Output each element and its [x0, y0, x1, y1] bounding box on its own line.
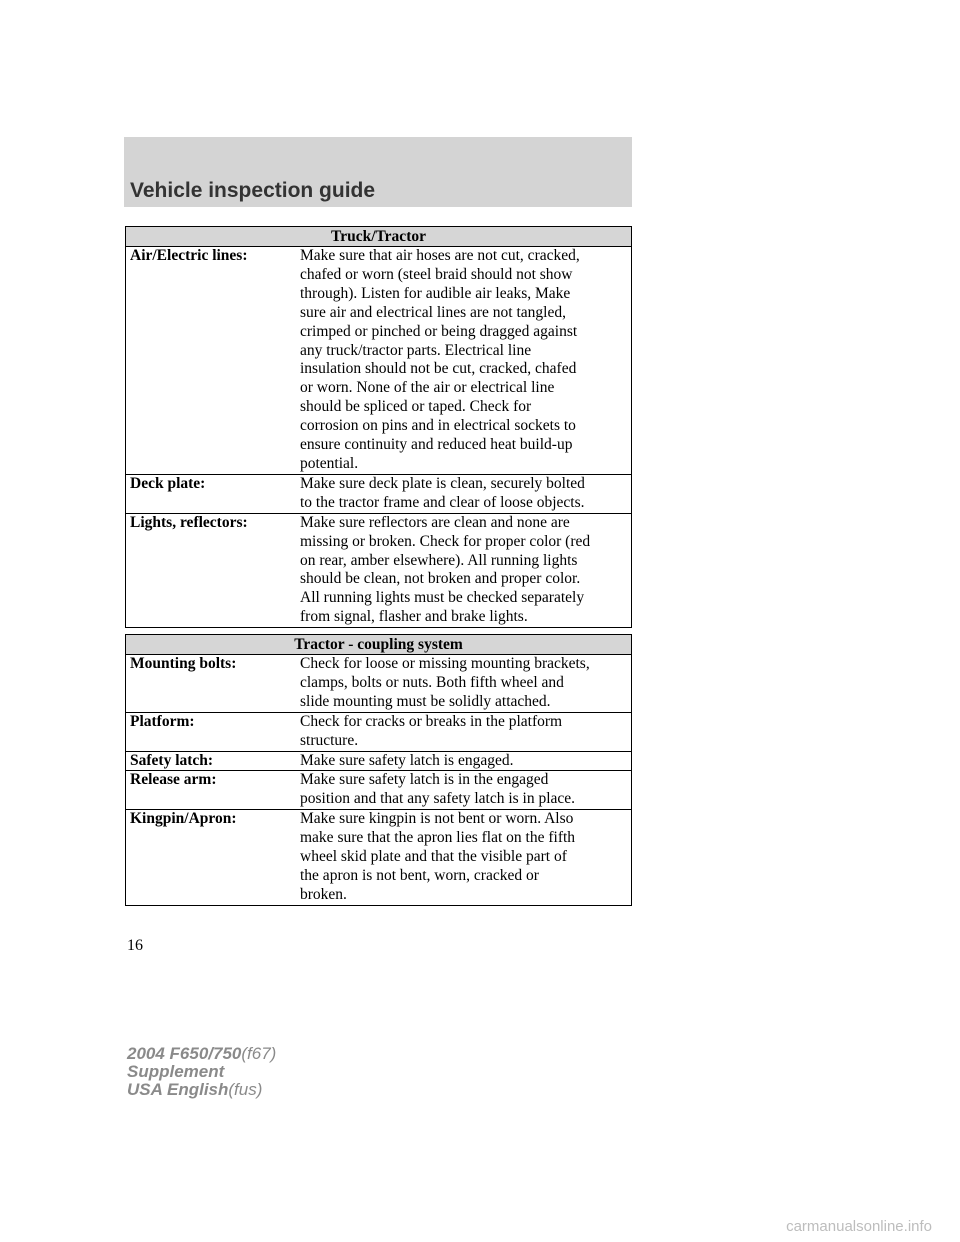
footer-line-language — [127, 1081, 276, 1099]
desc-line: ensure continuity and reduced heat build-up — [300, 436, 573, 454]
row-description — [292, 810, 632, 906]
desc-line: clamps, bolts or nuts. Both fifth wheel and — [300, 673, 564, 691]
truck-tractor-table — [125, 226, 632, 628]
desc-line: sure air and electrical lines are not tangled, — [300, 303, 566, 321]
table-row — [126, 771, 632, 810]
row-label: Air/Electric lines: — [126, 247, 293, 475]
footer-language: USA English — [127, 1080, 229, 1099]
table-row — [126, 474, 632, 513]
footer-model-code: (f67) — [241, 1044, 277, 1063]
table-row — [126, 712, 632, 751]
row-label: Mounting bolts: — [126, 655, 293, 713]
section-title: Vehicle inspection guide — [130, 179, 376, 202]
table-row — [126, 247, 632, 475]
desc-line: any truck/tractor parts. Electrical line — [300, 341, 532, 359]
table-header-row — [126, 635, 632, 655]
row-description — [292, 474, 632, 513]
row-label: Platform: — [126, 712, 293, 751]
desc-line: Make sure deck plate is clean, securely bolted — [300, 474, 585, 492]
desc-line: Check for cracks or breaks in the platform — [300, 712, 563, 730]
desc-line: to the tractor frame and clear of loose objects. — [300, 493, 585, 511]
desc-line: should be spliced or taped. Check for — [300, 398, 532, 416]
row-description — [292, 712, 632, 751]
coupling-system-table — [125, 634, 632, 906]
desc-line: Make sure safety latch is engaged. — [300, 751, 514, 769]
desc-line: structure. — [300, 731, 359, 749]
desc-line: Check for loose or missing mounting brackets, — [300, 655, 590, 672]
table-row — [126, 655, 632, 713]
table-title: Tractor - coupling system — [126, 635, 632, 655]
document-footer — [127, 1045, 276, 1099]
row-description — [292, 655, 632, 713]
desc-line: Make sure kingpin is not bent or worn. Also — [300, 810, 574, 828]
row-label: Kingpin/Apron: — [126, 810, 293, 906]
desc-line: should be clean, not broken and proper color. — [300, 570, 581, 588]
section-header — [124, 137, 632, 207]
table-row — [126, 751, 632, 771]
row-description — [292, 247, 632, 475]
footer-model: 2004 F650/750 — [127, 1044, 242, 1063]
footer-supplement: Supplement — [127, 1062, 225, 1081]
watermark: carmanualsonline.info — [786, 1218, 932, 1235]
row-description — [292, 751, 632, 771]
row-label: Safety latch: — [126, 751, 293, 771]
desc-line: broken. — [300, 885, 347, 903]
desc-line: through). Listen for audible air leaks, Make — [300, 284, 571, 302]
desc-line: wheel skid plate and that the visible part of — [300, 848, 567, 866]
desc-line: position and that any safety latch is in place. — [300, 790, 576, 808]
table-header-row — [126, 227, 632, 247]
desc-line: or worn. None of the air or electrical line — [300, 379, 555, 397]
desc-line: insulation should not be cut, cracked, chafed — [300, 360, 577, 378]
desc-line: corrosion on pins and in electrical sockets to — [300, 417, 576, 435]
desc-line: Make sure safety latch is in the engaged — [300, 771, 549, 789]
desc-line: the apron is not bent, worn, cracked or — [300, 866, 539, 884]
table-row — [126, 513, 632, 627]
desc-line: missing or broken. Check for proper color (red — [300, 532, 591, 550]
footer-line-model — [127, 1045, 276, 1063]
desc-line: from signal, flasher and brake lights. — [300, 608, 528, 626]
desc-line: slide mounting must be solidly attached. — [300, 692, 551, 710]
desc-line: on rear, amber elsewhere). All running lights — [300, 551, 578, 569]
desc-line: Make sure that air hoses are not cut, cracked, — [300, 247, 580, 264]
table-row — [126, 810, 632, 906]
desc-line: Make sure reflectors are clean and none are — [300, 513, 570, 531]
row-description — [292, 513, 632, 627]
footer-language-code: (fus) — [228, 1080, 263, 1099]
desc-line: All running lights must be checked separately — [300, 589, 585, 607]
desc-line: chafed or worn (steel braid should not show — [300, 265, 573, 283]
page-number: 16 — [127, 937, 143, 954]
table-title: Truck/Tractor — [126, 227, 632, 247]
row-description — [292, 771, 632, 810]
desc-line: crimped or pinched or being dragged against — [300, 322, 578, 340]
desc-line: potential. — [300, 454, 359, 472]
desc-line: make sure that the apron lies flat on the fifth — [300, 829, 576, 847]
row-label: Release arm: — [126, 771, 293, 810]
row-label: Lights, reflectors: — [126, 513, 293, 627]
row-label: Deck plate: — [126, 474, 293, 513]
